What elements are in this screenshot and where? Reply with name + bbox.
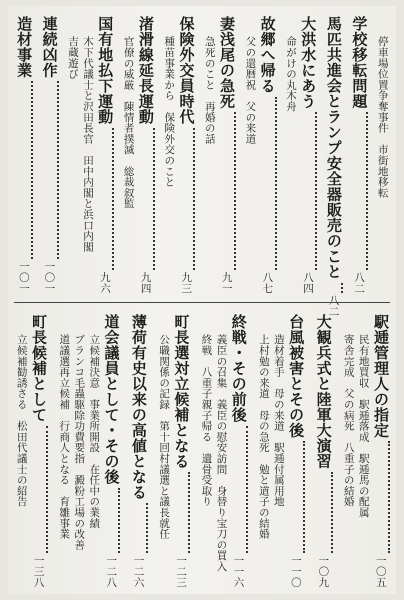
subtopic-text: 造材着手 母の来道 駅逓付属用地 [272, 334, 285, 507]
toc-subtopic-entry [271, 308, 286, 592]
column-gap [368, 10, 375, 298]
toc-chapter-entry[interactable] [324, 10, 343, 317]
subtopic-text: 木下代議士と沢田長官 田中内閣と浜口内閣 [82, 36, 94, 252]
toc-subtopic-entry [202, 10, 217, 298]
toc-subtopic-entry [375, 10, 390, 298]
page-number: 九六 [99, 272, 111, 294]
toc-bottom-section [8, 308, 396, 592]
toc-chapter-entry[interactable] [29, 308, 48, 592]
chapter-title: 終戦・その前後 [229, 314, 248, 423]
toc-subtopic-entry [283, 10, 298, 298]
subtopic-text: 民有地買収 駅逓落成 駅逓馬の配属 [357, 334, 370, 518]
chapter-title: 道会議員として・その後 [102, 314, 121, 485]
column-gap [59, 10, 66, 298]
chapter-title: 町長候補として [30, 314, 49, 423]
toc-subtopic-entry [121, 10, 136, 298]
chapter-title: 台風被害とその後 [287, 314, 306, 438]
page-number: 一〇一 [43, 261, 56, 294]
column-gap [33, 10, 40, 298]
subtopic-text: 終戦 八重子親子帰る 遺骨受取り [200, 334, 213, 507]
column-gap [155, 10, 162, 298]
toc-subtopic-entry [161, 10, 176, 298]
toc-chapter-entry[interactable] [129, 308, 148, 592]
column-gap [317, 10, 324, 298]
page-number: 一二六 [132, 555, 145, 588]
toc-subtopic-entry [56, 308, 71, 592]
page-number: 一二八 [105, 555, 118, 588]
page-number: 九三 [180, 272, 193, 294]
column-gap [120, 308, 128, 592]
subtopic-text: 公職関係の記録 第十回村議選と議長就任 [158, 334, 171, 540]
page-number: 八四 [301, 272, 314, 294]
toc-chapter-entry[interactable] [101, 308, 120, 592]
toc-subtopic-entry [341, 308, 356, 592]
chapter-title: 渚滑線延長運動 [136, 16, 155, 125]
subtopic-text: 父の還暦祝 父の来道 [244, 36, 257, 144]
subtopic-text: 吉蔵遊び [67, 36, 79, 80]
subtopic-text: 義臣の召集 義臣の慰安訪問 身替り宝刀の買入 [215, 334, 228, 572]
chapter-title: 馬匹共進会とランプ安全器販売のこと [324, 16, 343, 280]
chapter-title: 大観兵式と陸軍大演習 [314, 314, 333, 469]
subtopic-text: 停車場位置争奪事件 市街地移転 [376, 36, 389, 198]
subtopic-text: 急死のこと 再婚の話 [203, 36, 216, 144]
page-number: 八七 [261, 272, 274, 294]
toc-chapter-entry[interactable] [95, 10, 114, 298]
subtopic-text: 立候補勧誘さる 松田代議士の紹告 [15, 334, 28, 507]
toc-subtopic-entry [256, 308, 271, 592]
column-gap [236, 10, 243, 298]
chapter-title: 連続凶作 [40, 16, 59, 78]
toc-chapter-entry[interactable] [286, 308, 305, 592]
toc-chapter-entry[interactable] [371, 308, 390, 592]
page-number: 一三八 [32, 555, 45, 588]
column-gap [305, 308, 313, 592]
toc-chapter-entry[interactable] [14, 10, 33, 298]
subtopic-text: 立候補決意 事業所開設 在任中の業績 [88, 334, 101, 529]
page-number: 一〇五 [374, 555, 387, 588]
toc-subtopic-entry [214, 308, 229, 592]
chapter-title: 故郷へ帰る [258, 16, 277, 94]
column-gap [48, 308, 56, 592]
subtopic-text: 官僚の威厳 陳情者撲滅 総裁叙監 [122, 36, 135, 209]
column-gap [114, 10, 121, 298]
chapter-title: 町長選対立候補となる [172, 314, 191, 469]
chapter-title: 学校移転問題 [350, 16, 369, 109]
toc-subtopic-entry [86, 308, 101, 592]
chapter-title: 国有地払下運動 [96, 16, 115, 125]
page-number: 一〇九 [317, 555, 330, 588]
toc-chapter-entry[interactable] [176, 10, 195, 298]
page-number: 一一六 [232, 555, 245, 588]
chapter-title: 薄荷有史以来の高値となる [129, 314, 148, 500]
column-gap [195, 10, 202, 298]
subtopic-text: 上村勉の来道 母の急死 勉と道子の結婚 [257, 334, 270, 540]
subtopic-text: 種苗事業から 保険外交のこと [163, 36, 176, 188]
chapter-title: 大洪水にあう [299, 16, 318, 109]
toc-subtopic-entry [71, 308, 86, 592]
column-gap [148, 308, 156, 592]
page-number: 一二三 [175, 555, 188, 588]
page-number: 九一 [220, 272, 233, 294]
toc-bottom-columns [8, 308, 396, 592]
page-number: 一〇一 [17, 261, 30, 294]
book-page [8, 6, 396, 594]
toc-subtopic-entry [156, 308, 171, 592]
toc-chapter-entry[interactable] [349, 10, 368, 298]
toc-chapter-entry[interactable] [40, 10, 59, 298]
toc-chapter-entry[interactable] [136, 10, 155, 298]
section-divider [14, 302, 390, 303]
dot-leader [388, 441, 390, 553]
column-gap [333, 308, 341, 592]
column-gap [277, 10, 284, 298]
subtopic-text: ブランコ毛蟲駆除功費要指 澱粉工場の改善 [73, 334, 86, 550]
chapter-title: 造材事業 [15, 16, 34, 78]
toc-chapter-entry[interactable] [258, 10, 277, 298]
column-gap [190, 308, 198, 592]
subtopic-text: 寄舎完成 父の病死 八重子の結婚 [342, 334, 355, 507]
toc-subtopic-entry [80, 10, 95, 298]
toc-chapter-entry[interactable] [217, 10, 236, 298]
toc-chapter-entry[interactable] [229, 308, 248, 592]
page-number: 九四 [139, 272, 152, 294]
toc-subtopic-entry [356, 308, 371, 592]
toc-subtopic-entry [243, 10, 258, 298]
toc-subtopic-entry [14, 308, 29, 592]
page-number: 八二 [327, 294, 340, 317]
column-gap [343, 10, 350, 298]
page-number: 一一〇 [289, 555, 302, 588]
column-gap [248, 308, 256, 592]
subtopic-text: 命がけの丸木舟 [284, 36, 297, 112]
toc-chapter-entry[interactable] [171, 308, 190, 592]
subtopic-text: 道議選再立候補 行商人となる 育雛事業 [58, 334, 71, 540]
chapter-title: 妻浅尾の急死 [218, 16, 237, 109]
toc-chapter-entry[interactable] [298, 10, 317, 298]
toc-top-section [8, 10, 396, 317]
toc-subtopic-entry [65, 10, 80, 298]
chapter-title: 保険外交員時代 [177, 16, 196, 125]
toc-chapter-entry[interactable] [314, 308, 333, 592]
toc-top-columns [8, 10, 396, 317]
page-number: 八二 [353, 272, 366, 294]
chapter-title: 駅逓管理人の指定 [372, 314, 390, 438]
toc-subtopic-entry [199, 308, 214, 592]
